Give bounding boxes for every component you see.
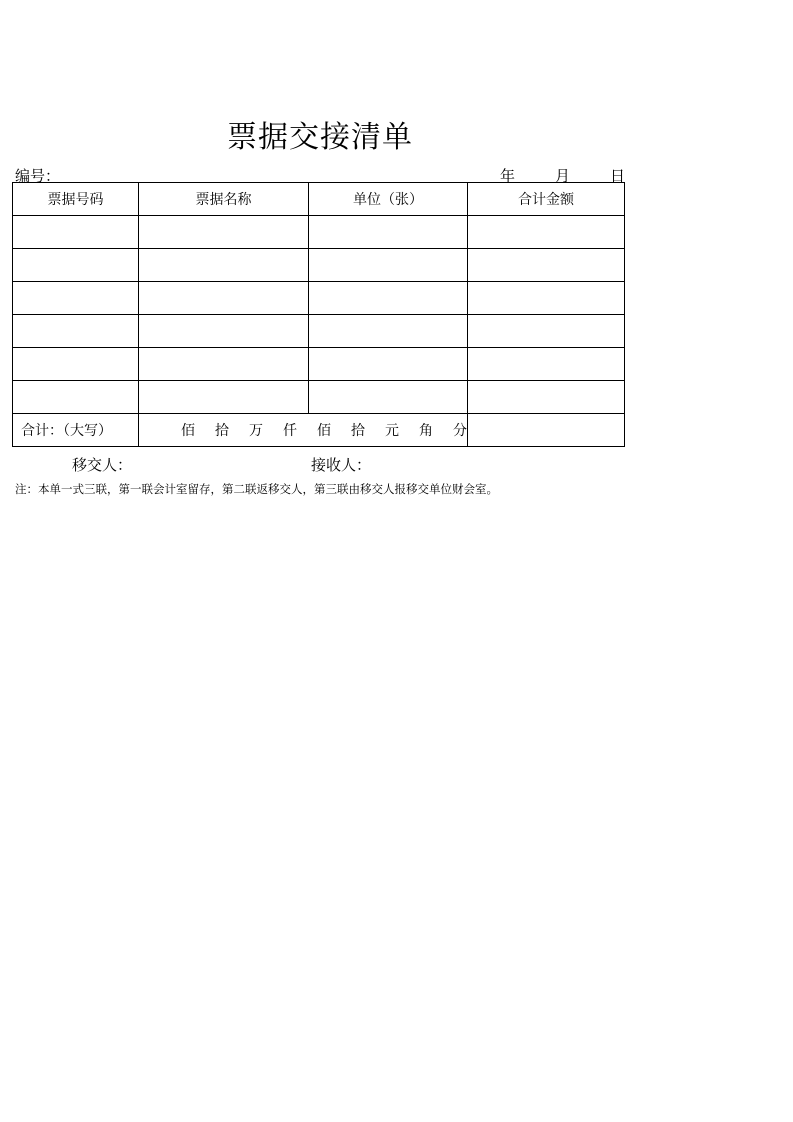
handover-person-label: 移交人： — [72, 456, 133, 474]
total-label: 合计：（大写） — [13, 414, 139, 447]
amount-unit: 角 — [419, 423, 433, 439]
handover-table — [12, 182, 625, 447]
cell-total-amount[interactable] — [468, 282, 625, 315]
cell-total-amount[interactable] — [468, 381, 625, 414]
cell-ticket-number[interactable] — [13, 249, 139, 282]
cell-total-amount[interactable] — [468, 348, 625, 381]
table-row — [13, 381, 625, 414]
document-title: 票据交接清单 — [227, 120, 413, 155]
cell-total-amount[interactable] — [468, 249, 625, 282]
total-row — [13, 414, 625, 447]
cell-total-amount[interactable] — [468, 216, 625, 249]
footnote: 注：本单一式三联，第一联会计室留存，第二联返移交人，第三联由移交人报移交单位财会室。 — [15, 482, 498, 496]
cell-total-amount[interactable] — [468, 315, 625, 348]
amount-unit: 分 — [453, 423, 467, 439]
amount-unit: 仟 — [283, 423, 297, 439]
total-amount-uppercase[interactable] — [139, 414, 468, 447]
header-unit-count: 单位（张） — [309, 183, 468, 216]
table-row — [13, 348, 625, 381]
cell-ticket-name[interactable] — [139, 381, 309, 414]
day-label: 日 — [609, 167, 625, 185]
cell-unit-count[interactable] — [309, 315, 468, 348]
cell-ticket-number[interactable] — [13, 348, 139, 381]
header-ticket-number: 票据号码 — [13, 183, 139, 216]
header-total-amount: 合计金额 — [468, 183, 625, 216]
cell-ticket-number[interactable] — [13, 216, 139, 249]
amount-unit: 拾 — [215, 423, 229, 439]
table-row — [13, 249, 625, 282]
cell-unit-count[interactable] — [309, 249, 468, 282]
total-amount-cell[interactable] — [468, 414, 625, 447]
table-header-row — [13, 183, 625, 216]
cell-unit-count[interactable] — [309, 381, 468, 414]
amount-unit: 佰 — [181, 423, 195, 439]
table-row — [13, 282, 625, 315]
year-label: 年 — [500, 167, 516, 185]
cell-ticket-name[interactable] — [139, 282, 309, 315]
number-label: 编号： — [15, 167, 61, 185]
header-ticket-name: 票据名称 — [139, 183, 309, 216]
cell-ticket-number[interactable] — [13, 381, 139, 414]
cell-unit-count[interactable] — [309, 216, 468, 249]
receiver-person-label: 接收人： — [311, 456, 372, 474]
cell-ticket-name[interactable] — [139, 216, 309, 249]
amount-unit: 拾 — [351, 423, 365, 439]
table-row — [13, 216, 625, 249]
cell-ticket-name[interactable] — [139, 348, 309, 381]
amount-unit: 万 — [249, 423, 263, 439]
month-label: 月 — [554, 167, 570, 185]
table-row — [13, 315, 625, 348]
cell-ticket-name[interactable] — [139, 249, 309, 282]
cell-unit-count[interactable] — [309, 282, 468, 315]
cell-ticket-number[interactable] — [13, 282, 139, 315]
amount-unit: 佰 — [317, 423, 331, 439]
cell-unit-count[interactable] — [309, 348, 468, 381]
amount-unit-list — [139, 420, 467, 440]
amount-unit: 元 — [385, 423, 399, 439]
cell-ticket-number[interactable] — [13, 315, 139, 348]
cell-ticket-name[interactable] — [139, 315, 309, 348]
